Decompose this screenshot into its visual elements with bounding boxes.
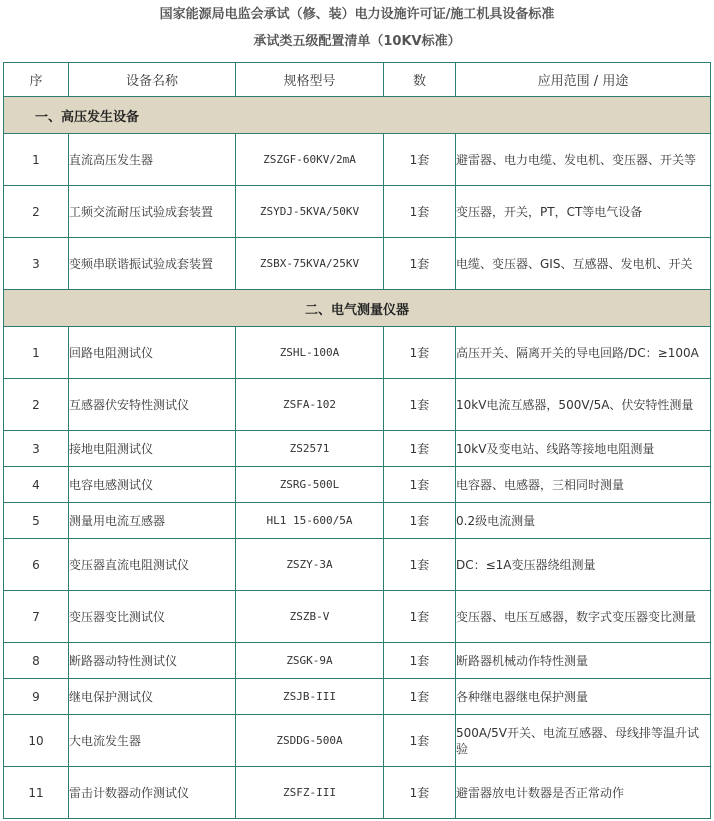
cell-spec: ZSRG-500L <box>236 467 384 503</box>
cell-spec: ZSJB-III <box>236 679 384 715</box>
cell-seq: 1 <box>4 327 69 379</box>
cell-use: 变压器，开关，PT，CT等电气设备 <box>456 186 711 238</box>
cell-name: 大电流发生器 <box>69 715 236 767</box>
cell-seq: 5 <box>4 503 69 539</box>
cell-qty: 1套 <box>384 539 456 591</box>
cell-qty: 1套 <box>384 503 456 539</box>
cell-use: 电缆、变压器、GIS、互感器、发电机、开关 <box>456 238 711 290</box>
cell-seq: 7 <box>4 591 69 643</box>
cell-qty: 1套 <box>384 327 456 379</box>
cell-qty: 1套 <box>384 379 456 431</box>
cell-use: 500A/5V开关、电流互感器、母线排等温升试验 <box>456 715 711 767</box>
cell-qty: 1套 <box>384 591 456 643</box>
cell-qty: 1套 <box>384 134 456 186</box>
cell-name: 工频交流耐压试验成套装置 <box>69 186 236 238</box>
cell-spec: ZSHL-100A <box>236 327 384 379</box>
table-row <box>4 134 711 186</box>
cell-seq: 11 <box>4 767 69 819</box>
cell-qty: 1套 <box>384 767 456 819</box>
cell-name: 变频串联谐振试验成套装置 <box>69 238 236 290</box>
cell-spec: ZSBX-75KVA/25KV <box>236 238 384 290</box>
table-row <box>4 539 711 591</box>
cell-seq: 8 <box>4 643 69 679</box>
cell-spec: ZSZY-3A <box>236 539 384 591</box>
cell-use: 0.2级电流测量 <box>456 503 711 539</box>
cell-use: 避雷器、电力电缆、发电机、变压器、开关等 <box>456 134 711 186</box>
cell-qty: 1套 <box>384 238 456 290</box>
cell-seq: 4 <box>4 467 69 503</box>
cell-qty: 1套 <box>384 467 456 503</box>
table-row <box>4 238 711 290</box>
table-row <box>4 467 711 503</box>
table-row <box>4 643 711 679</box>
cell-use: 高压开关、隔离开关的导电回路/DC：≥100A <box>456 327 711 379</box>
equipment-table <box>3 62 711 819</box>
cell-use: 10kV及变电站、线路等接地电阻测量 <box>456 431 711 467</box>
cell-seq: 3 <box>4 238 69 290</box>
table-row <box>4 327 711 379</box>
cell-seq: 2 <box>4 186 69 238</box>
cell-name: 变压器直流电阻测试仪 <box>69 539 236 591</box>
table-row <box>4 679 711 715</box>
section-row <box>4 290 711 327</box>
cell-qty: 1套 <box>384 186 456 238</box>
cell-spec: ZSFZ-III <box>236 767 384 819</box>
cell-use: 10kV电流互感器，500V/5A、伏安特性测量 <box>456 379 711 431</box>
cell-name: 断路器动特性测试仪 <box>69 643 236 679</box>
cell-seq: 2 <box>4 379 69 431</box>
table-row <box>4 715 711 767</box>
cell-spec: ZSFA-102 <box>236 379 384 431</box>
header-seq: 序 <box>4 63 69 97</box>
cell-name: 互感器伏安特性测试仪 <box>69 379 236 431</box>
cell-use: 变压器、电压互感器，数字式变压器变比测量 <box>456 591 711 643</box>
header-qty: 数 <box>384 63 456 97</box>
cell-name: 继电保护测试仪 <box>69 679 236 715</box>
cell-name: 电容电感测试仪 <box>69 467 236 503</box>
cell-name: 雷击计数器动作测试仪 <box>69 767 236 819</box>
cell-use: 各种继电器继电保护测量 <box>456 679 711 715</box>
table-row <box>4 431 711 467</box>
cell-seq: 1 <box>4 134 69 186</box>
page-title: 国家能源局电监会承试（修、装）电力设施许可证/施工机具设备标准 <box>159 7 555 22</box>
table-row <box>4 503 711 539</box>
header-spec: 规格型号 <box>236 63 384 97</box>
table-row <box>4 186 711 238</box>
cell-qty: 1套 <box>384 643 456 679</box>
cell-spec: HL1 15-600/5A <box>236 503 384 539</box>
header-use: 应用范围 / 用途 <box>456 63 711 97</box>
cell-name: 回路电阻测试仪 <box>69 327 236 379</box>
cell-name: 变压器变比测试仪 <box>69 591 236 643</box>
cell-name: 测量用电流互感器 <box>69 503 236 539</box>
cell-spec: ZSGK-9A <box>236 643 384 679</box>
header-name: 设备名称 <box>69 63 236 97</box>
cell-name: 直流高压发生器 <box>69 134 236 186</box>
cell-name: 接地电阻测试仪 <box>69 431 236 467</box>
cell-spec: ZSZGF-60KV/2mA <box>236 134 384 186</box>
section-row <box>4 97 711 134</box>
page-subtitle: 承试类五级配置清单（10KV标准） <box>253 34 461 49</box>
section-title-high-voltage: 一、高压发生设备 <box>4 97 711 134</box>
cell-spec: ZS2571 <box>236 431 384 467</box>
cell-use: 避雷器放电计数器是否正常动作 <box>456 767 711 819</box>
cell-qty: 1套 <box>384 431 456 467</box>
table-row <box>4 591 711 643</box>
table-row <box>4 379 711 431</box>
cell-seq: 3 <box>4 431 69 467</box>
cell-seq: 10 <box>4 715 69 767</box>
cell-seq: 9 <box>4 679 69 715</box>
cell-qty: 1套 <box>384 679 456 715</box>
cell-qty: 1套 <box>384 715 456 767</box>
cell-use: DC：≤1A变压器绕组测量 <box>456 539 711 591</box>
cell-use: 断路器机械动作特性测量 <box>456 643 711 679</box>
table-header-row <box>4 63 711 97</box>
cell-spec: ZSDDG-500A <box>236 715 384 767</box>
cell-use: 电容器、电感器，三相同时测量 <box>456 467 711 503</box>
cell-spec: ZSYDJ-5KVA/50KV <box>236 186 384 238</box>
table-row <box>4 767 711 819</box>
cell-spec: ZSZB-V <box>236 591 384 643</box>
section-title-electrical: 二、电气测量仪器 <box>4 290 711 327</box>
cell-seq: 6 <box>4 539 69 591</box>
